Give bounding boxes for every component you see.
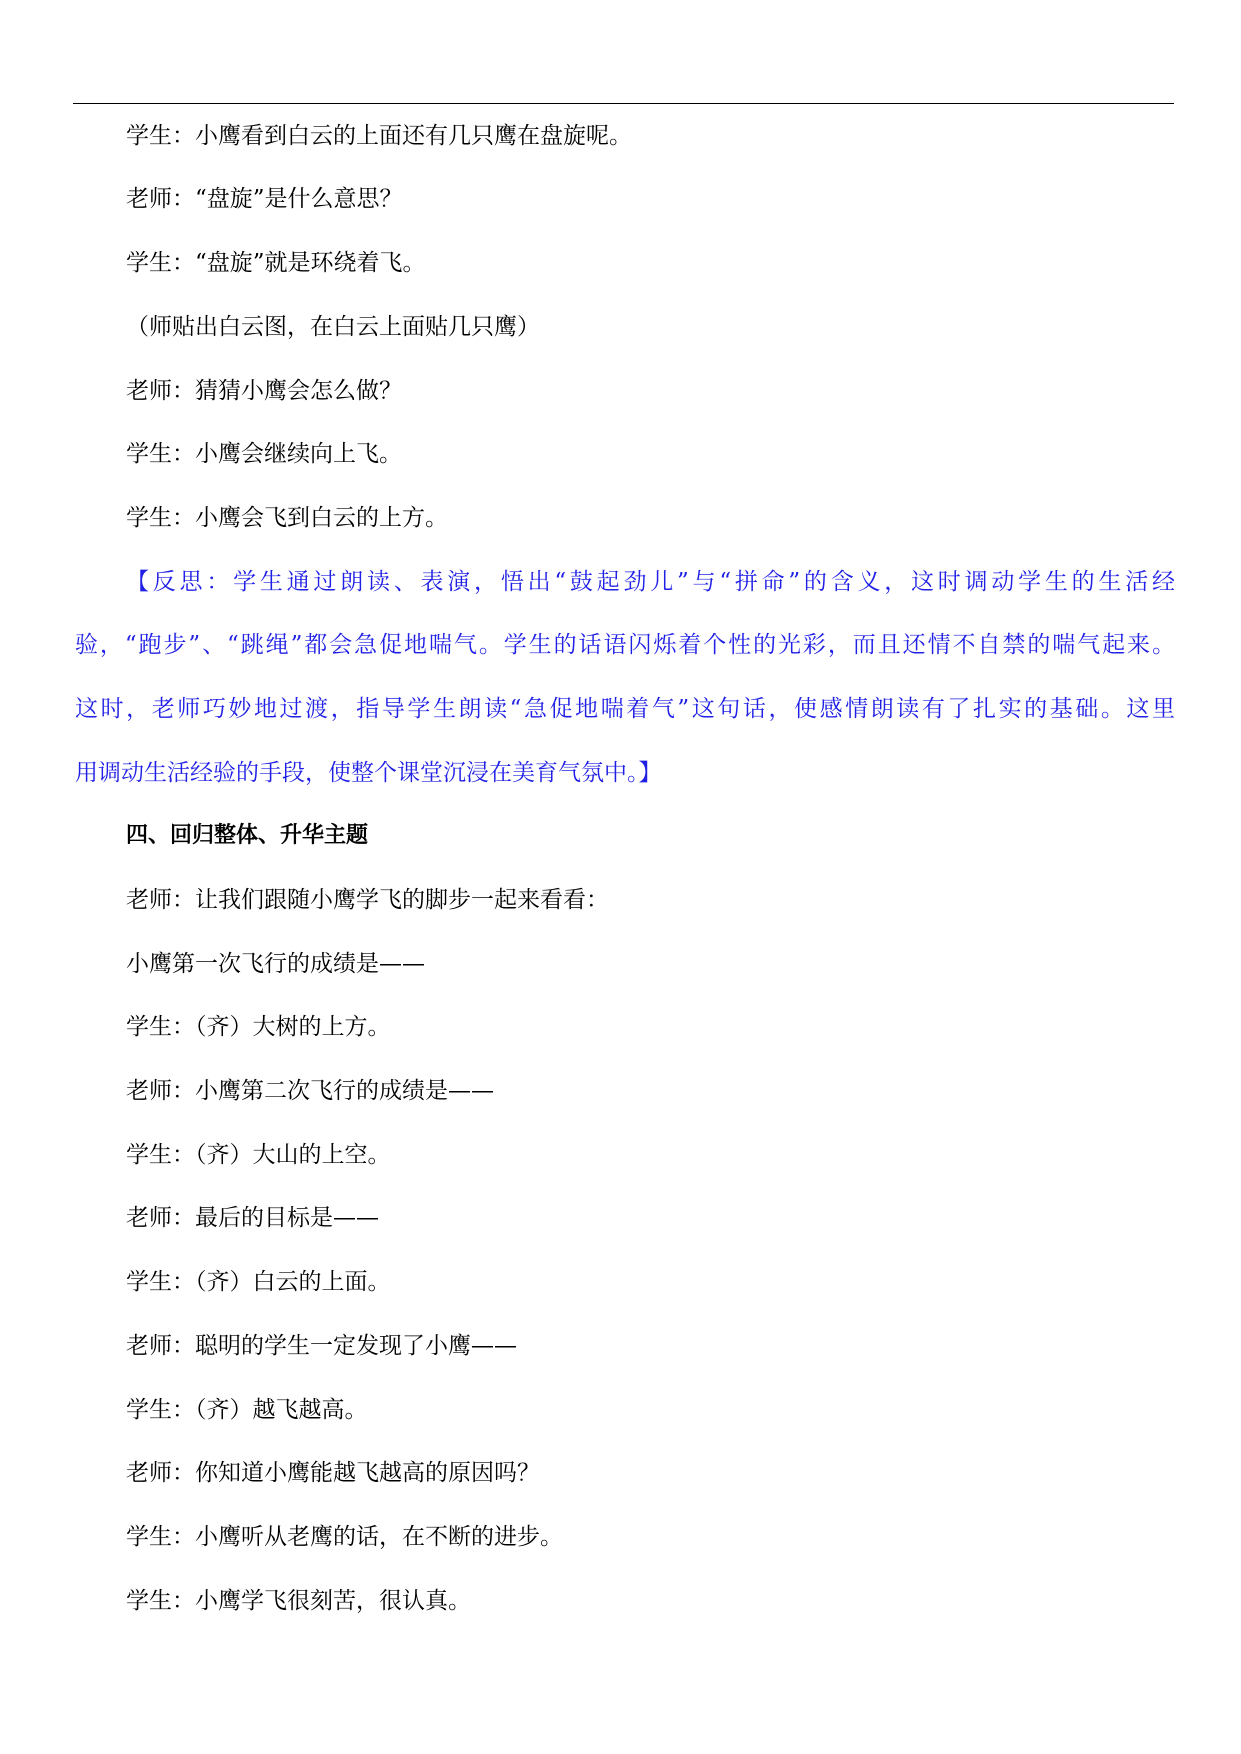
dialog-line: 老师：最后的目标是—— bbox=[126, 1205, 379, 1231]
dialog-line: 学生：小鹰听从老鹰的话，在不断的进步。 bbox=[126, 1524, 563, 1550]
stage-direction-line: （师贴出白云图，在白云上面贴几只鹰） bbox=[126, 314, 540, 340]
reflection-line: 用调动生活经验的手段，使整个课堂沉浸在美育气氛中。】 bbox=[75, 760, 662, 786]
dialog-line: 老师：猜猜小鹰会怎么做？ bbox=[126, 378, 402, 404]
dialog-line: 学生：（齐）大树的上方。 bbox=[126, 1014, 391, 1040]
dialog-line: 小鹰第一次飞行的成绩是—— bbox=[126, 951, 425, 977]
reflection-line: 验，“跑步”、“跳绳”都会急促地喘气。学生的话语闪烁着个性的光彩，而且还情不自禁的喘气起来。 bbox=[75, 632, 1175, 658]
dialog-line: 老师：小鹰第二次飞行的成绩是—— bbox=[126, 1078, 494, 1104]
dialog-line: 老师：你知道小鹰能越飞越高的原因吗？ bbox=[126, 1460, 540, 1486]
section-heading: 四、回归整体、升华主题 bbox=[126, 823, 369, 848]
dialog-line: 学生：小鹰学飞很刻苦，很认真。 bbox=[126, 1588, 471, 1614]
reflection-line: 【反思：学生通过朗读、表演，悟出“鼓起劲儿”与“拼命”的含义，这时调动学生的生活经 bbox=[126, 569, 1175, 595]
header-rule bbox=[73, 103, 1174, 104]
dialog-line: 学生：小鹰会继续向上飞。 bbox=[126, 441, 402, 467]
dialog-line: 学生：“盘旋”就是环绕着飞。 bbox=[126, 250, 426, 276]
dialog-line: 老师：“盘旋”是什么意思？ bbox=[126, 186, 403, 212]
dialog-line: 学生：（齐）白云的上面。 bbox=[126, 1269, 391, 1295]
dialog-line: 学生：小鹰会飞到白云的上方。 bbox=[126, 505, 448, 531]
dialog-line: 学生：（齐）大山的上空。 bbox=[126, 1142, 391, 1168]
dialog-line: 学生：小鹰看到白云的上面还有几只鹰在盘旋呢。 bbox=[126, 123, 632, 149]
dialog-line: 老师：聪明的学生一定发现了小鹰—— bbox=[126, 1333, 517, 1359]
reflection-line: 这时，老师巧妙地过渡，指导学生朗读“急促地喘着气”这句话，使感情朗读有了扎实的基础。这里 bbox=[75, 696, 1175, 722]
dialog-line: 老师：让我们跟随小鹰学飞的脚步一起来看看： bbox=[126, 887, 609, 913]
dialog-line: 学生：（齐）越飞越高。 bbox=[126, 1397, 368, 1423]
